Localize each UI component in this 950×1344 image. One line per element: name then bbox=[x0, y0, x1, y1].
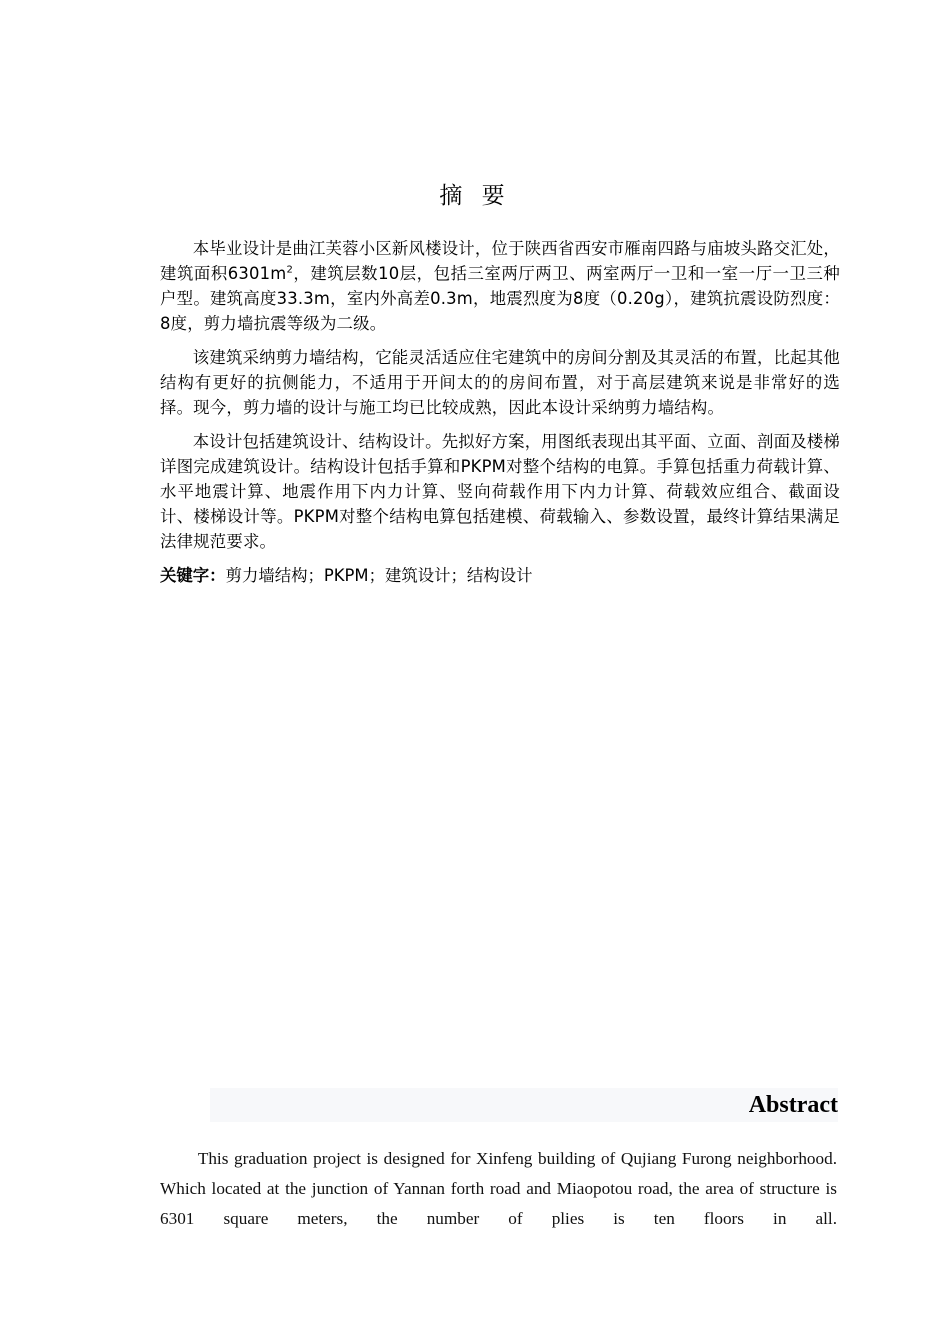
paragraph-1-text-b: ，建筑层数10层，包括三室两厅两卫、两室两厅一卫和一室一厅一卫三种户型。建筑高度33.3m，室内外高差0.3m，地震烈度为8度（0.20g），建筑抗震设防烈度：8度，剪力墙抗震等级为二级。 bbox=[160, 264, 840, 333]
keywords-line bbox=[160, 563, 840, 588]
english-abstract-title: Abstract bbox=[748, 1092, 838, 1118]
keywords-value: 剪力墙结构；PKPM；建筑设计；结构设计 bbox=[225, 566, 533, 585]
superscript-2: 2 bbox=[286, 264, 294, 276]
chinese-paragraph-3: 本设计包括建筑设计、结构设计。先拟好方案，用图纸表现出其平面、立面、剖面及楼梯详图完成建筑设计。结构设计包括手算和PKPM对整个结构的电算。手算包括重力荷载计算、水平地震计算、地震作用下内力计算、竖向荷载作用下内力计算、荷载效应组合、截面设计、楼梯设计等。PKPM对整个结构电算包括建模、荷载输入、参数设置，最终计算结果满足法律规范要求。 bbox=[160, 432, 840, 551]
english-paragraph-1: This graduation project is designed for Xinfeng building of Qujiang Furong neighborhood. Which located at the junction of Yannan forth road and Miaopotou road, the area of structure is 6301 square meters, the number of plies is ten floors in all. bbox=[160, 1149, 837, 1228]
keywords-label: 关键字： bbox=[160, 566, 226, 585]
chinese-abstract-body bbox=[160, 236, 840, 588]
chinese-abstract-title: 摘 要 bbox=[439, 183, 511, 209]
chinese-paragraph-1 bbox=[160, 236, 840, 336]
english-abstract-body bbox=[160, 1144, 837, 1234]
paragraph-1-text-a: 本毕业设计是曲江芙蓉小区新风楼设计，位于陕西省西安市雁南四路与庙坡头路交汇处，建筑面积6301m bbox=[160, 239, 840, 283]
chinese-paragraph-2: 该建筑采纳剪力墙结构，它能灵活适应住宅建筑中的房间分割及其灵活的布置，比起其他结构有更好的抗侧能力，不适用于开间太的的房间布置，对于高层建筑来说是非常好的选择。现今，剪力墙的设计与施工均已比较成熟，因此本设计采纳剪力墙结构。 bbox=[160, 348, 840, 417]
